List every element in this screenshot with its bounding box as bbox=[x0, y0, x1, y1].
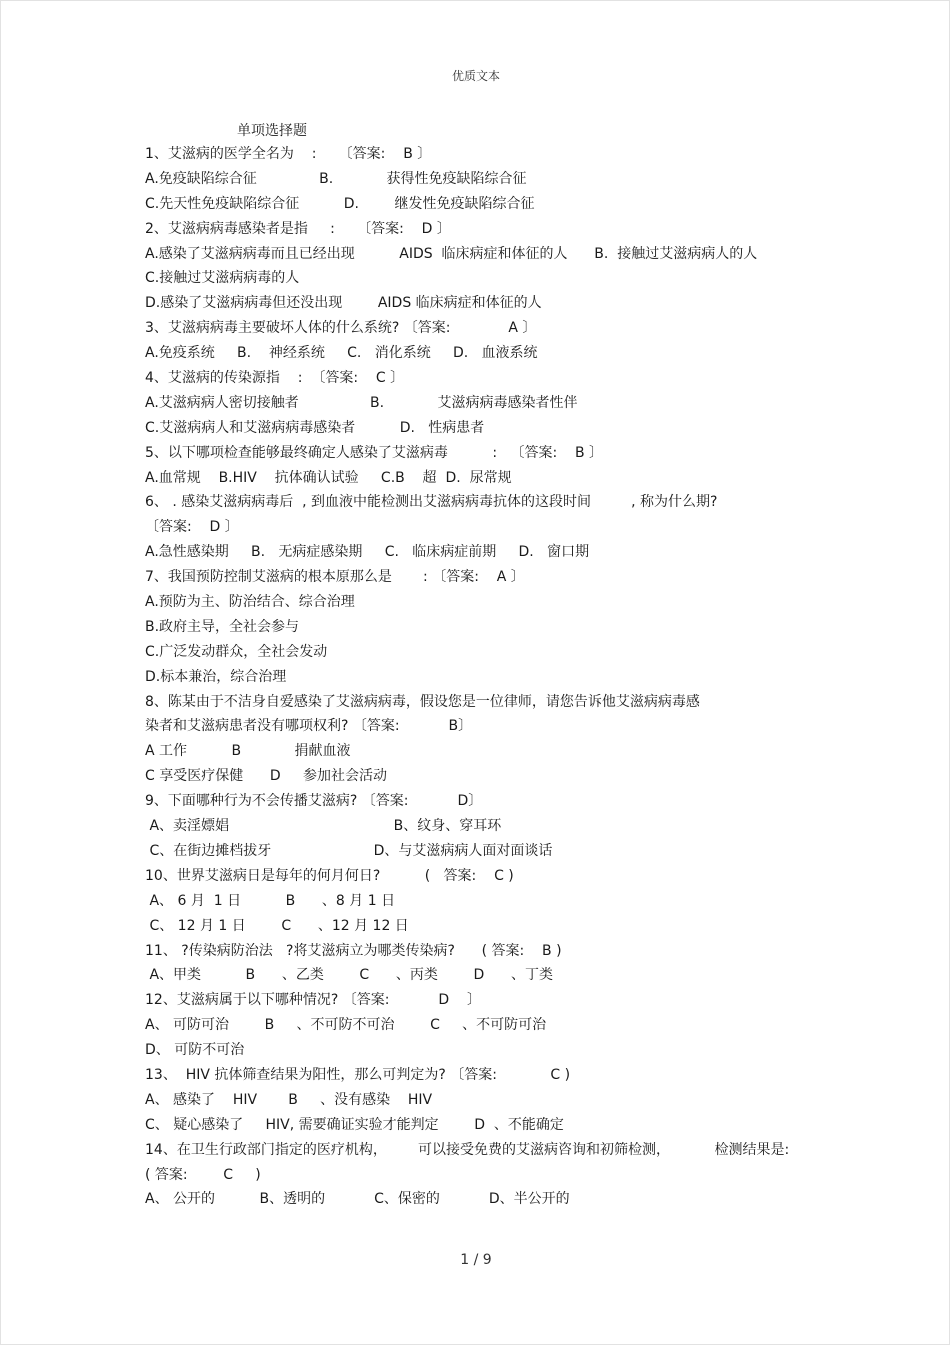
text-line: A.预防为主、防治结合、综合治理 bbox=[145, 594, 355, 611]
text-line: 12、艾滋病属于以下哪种情况? 〔答案: D 〕 bbox=[145, 992, 481, 1009]
text-line: 9、下面哪种行为不会传播艾滋病? 〔答案: D〕 bbox=[145, 793, 483, 810]
text-line: C.广泛发动群众，全社会发动 bbox=[145, 643, 328, 660]
text-line: C、在街边摊档拔牙 D、与艾滋病病人面对面谈话 bbox=[145, 842, 553, 859]
text-line: A.血常规 B.HIV 抗体确认试验 C.B 超 D. 尿常规 bbox=[145, 469, 512, 486]
text-line: ( 答案: C ) bbox=[145, 1166, 261, 1183]
text-line: A.急性感染期 B. 无病症感染期 C. 临床病症前期 D. 窗口期 bbox=[145, 544, 590, 561]
text-line: C.艾滋病病人和艾滋病病毒感染者 D. 性病患者 bbox=[145, 419, 485, 436]
text-line: C.接触过艾滋病病毒的人 bbox=[145, 270, 300, 287]
text-line: C、 12 月 1 日 C 、12 月 12 日 bbox=[145, 917, 409, 934]
text-line: 7、我国预防控制艾滋病的根本原那么是 : 〔答案: A 〕 bbox=[145, 569, 525, 586]
text-line: D、 可防不可治 bbox=[145, 1042, 245, 1059]
text-line: 6、 . 感染艾滋病病毒后 , 到血液中能检测出艾滋病病毒抗体的这段时间 , 称为什么期? bbox=[145, 494, 718, 511]
text-line: D.感染了艾滋病病毒但还没出现 AIDS 临床病症和体征的人 bbox=[145, 295, 542, 312]
text-line: 1、艾滋病的医学全名为 : 〔答案: B 〕 bbox=[145, 146, 432, 162]
section-title: 单项选择题 bbox=[237, 123, 307, 139]
text-line: 〔答案: D 〕 bbox=[145, 519, 239, 536]
text-line: 2、艾滋病病毒感染者是指 : 〔答案: D 〕 bbox=[145, 220, 451, 237]
text-line: C.先天性免疫缺陷综合征 D. 继发性免疫缺陷综合征 bbox=[145, 195, 535, 212]
page-header: 优质文本 bbox=[451, 69, 500, 83]
question-list bbox=[145, 142, 825, 1212]
text-line: 染者和艾滋病患者没有哪项权利? 〔答案: B〕 bbox=[145, 718, 473, 735]
text-line: 11、 ?传染病防治法 ?将艾滋病立为哪类传染病? ( 答案: B ) bbox=[145, 942, 562, 959]
text-line: A、 6 月 1 日 B 、8 月 1 日 bbox=[145, 892, 396, 909]
text-line: A、 公开的 B、透明的 C、保密的 D、半公开的 bbox=[145, 1191, 570, 1208]
text-line: C、 疑心感染了 HIV, 需要确证实验才能判定 D 、不能确定 bbox=[145, 1116, 564, 1133]
text-line: 5、以下哪项检查能够最终确定人感染了艾滋病毒 : 〔答案: B 〕 bbox=[145, 444, 604, 461]
text-line: A.免疫系统 B. 神经系统 C. 消化系统 D. 血液系统 bbox=[145, 345, 538, 362]
page-number: 1 / 9 bbox=[460, 1252, 492, 1268]
text-line: A、 可防可治 B 、不可防不可治 C 、不可防可治 bbox=[145, 1017, 547, 1034]
text-line: 10、世界艾滋病日是每年的何月何日? ( 答案: C ) bbox=[145, 867, 514, 884]
text-line: 14、在卫生行政部门指定的医疗机构， 可以接受免费的艾滋病咨询和初筛检测， 检测结果是: bbox=[145, 1141, 790, 1158]
text-line: A、 感染了 HIV B 、没有感染 HIV bbox=[145, 1091, 433, 1108]
text-line: 3、艾滋病病毒主要破坏人体的什么系统? 〔答案: A 〕 bbox=[145, 320, 537, 337]
text-line: B.政府主导，全社会参与 bbox=[145, 618, 300, 635]
text-line: D.标本兼治，综合治理 bbox=[145, 668, 287, 685]
text-line: 13、 HIV 抗体筛查结果为阳性，那么可判定为? 〔答案: C ) bbox=[145, 1066, 571, 1083]
text-line: 8、陈某由于不洁身自爱感染了艾滋病病毒，假设您是一位律师，请您告诉他艾滋病病毒感 bbox=[145, 693, 700, 710]
text-line: C 享受医疗保健 D 参加社会活动 bbox=[145, 768, 387, 785]
text-line: 4、艾滋病的传染源指 : 〔答案: C 〕 bbox=[145, 370, 405, 387]
text-line: A.艾滋病病人密切接触者 B. 艾滋病病毒感染者性伴 bbox=[145, 394, 578, 411]
text-line: A.免疫缺陷综合征 B. 获得性免疫缺陷综合征 bbox=[145, 170, 527, 187]
text-line: A 工作 B 捐献血液 bbox=[145, 743, 351, 760]
text-line: A.感染了艾滋病病毒而且已经出现 AIDS 临床病症和体征的人 B. 接触过艾滋病病人的人 bbox=[145, 245, 758, 262]
text-line: A、甲类 B 、乙类 C 、丙类 D 、丁类 bbox=[145, 967, 553, 984]
text-line: A、卖淫嫖娼 B、纹身、穿耳环 bbox=[145, 818, 502, 835]
